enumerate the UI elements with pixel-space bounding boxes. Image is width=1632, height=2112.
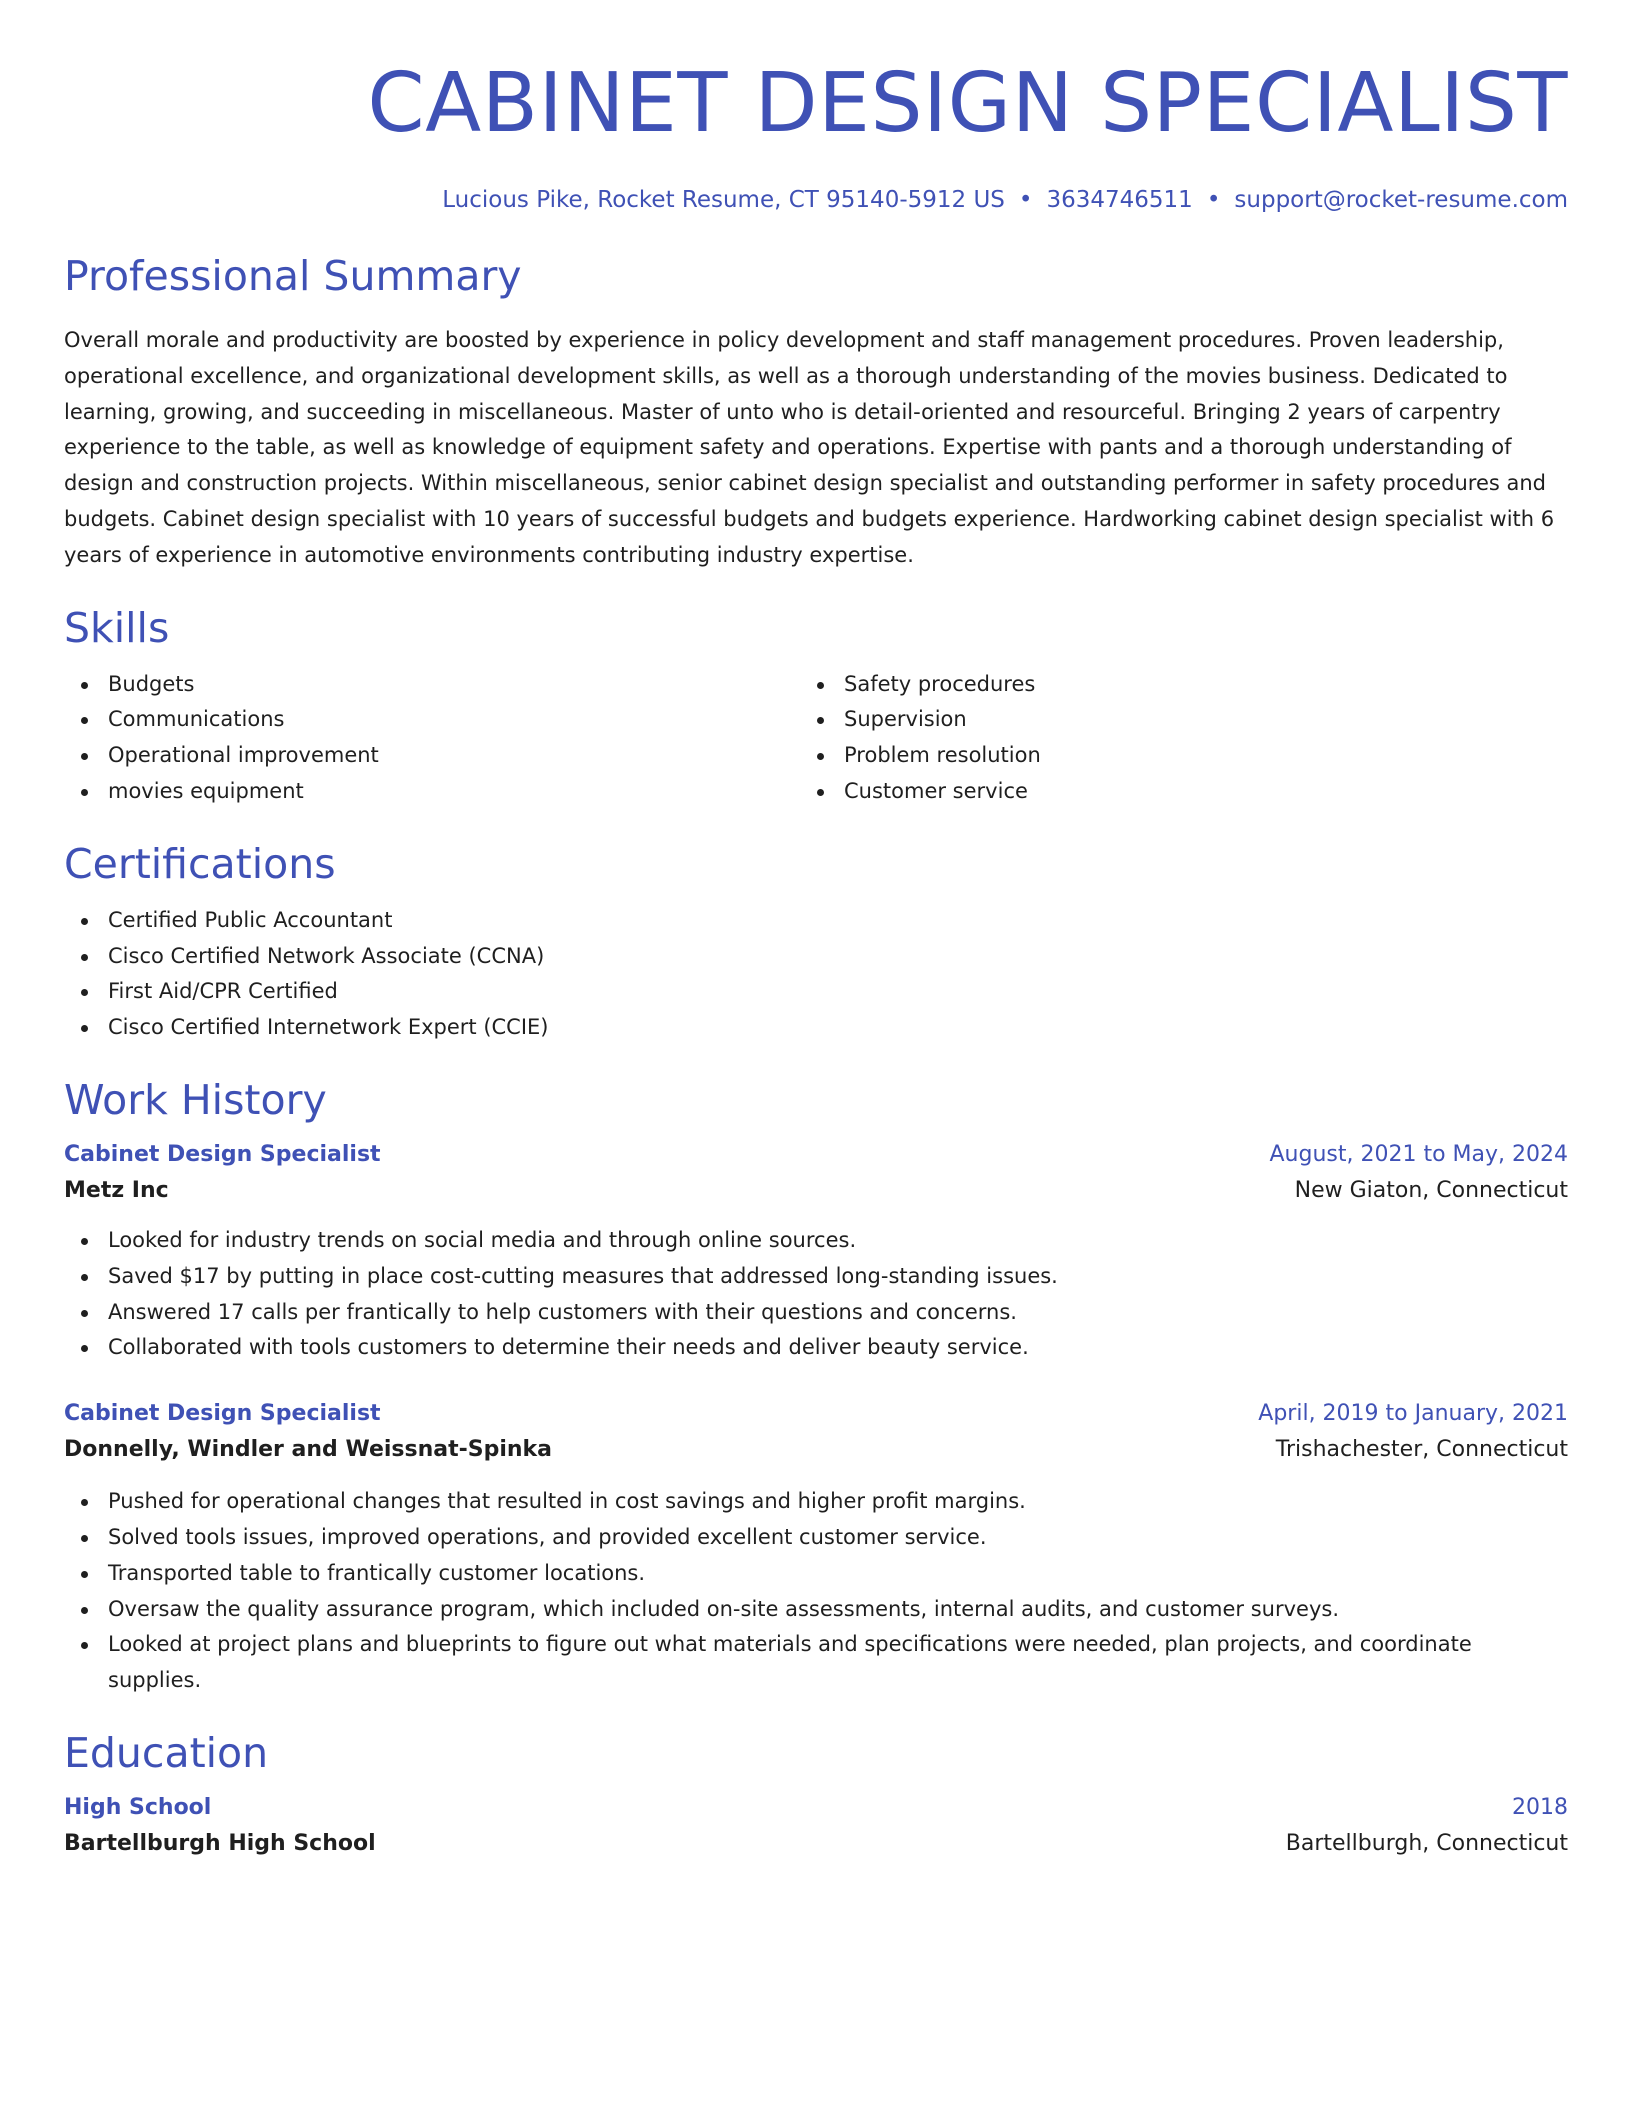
job-subheader — [64, 1432, 1568, 1468]
job-bullet: Collaborated with tools customers to determine their needs and deliver beauty service. — [64, 1330, 1568, 1366]
skill-item: Customer service — [800, 774, 1568, 810]
certification-item: Cisco Certified Network Associate (CCNA) — [64, 939, 1568, 975]
job-entry — [64, 1396, 1568, 1699]
job-title: Cabinet Design Specialist — [64, 1141, 381, 1167]
skill-item: movies equipment — [64, 774, 800, 810]
summary-heading: Professional Summary — [64, 252, 522, 300]
skill-item: Budgets — [64, 667, 800, 703]
certifications-list — [64, 903, 1568, 1046]
education-year: 2018 — [1512, 1794, 1568, 1820]
contact-address: Lucious Pike, Rocket Resume, CT 95140-5912 US — [442, 187, 1005, 213]
certification-item: Certified Public Accountant — [64, 903, 1568, 939]
job-dates: April, 2019 to January, 2021 — [1258, 1401, 1568, 1427]
job-company: Donnelly, Windler and Weissnat-Spinka — [64, 1437, 553, 1463]
job-bullet: Looked at project plans and blueprints to figure out what materials and specifications were needed, plan projects, and coordinate supplies. — [64, 1627, 1568, 1699]
job-bullet: Oversaw the quality assurance program, which included on-site assessments, internal audits, and customer surveys. — [64, 1592, 1568, 1628]
contact-separator: • — [1206, 187, 1221, 213]
job-bullet: Solved tools issues, improved operations, and provided excellent customer service. — [64, 1520, 1568, 1556]
skills-column-right — [800, 667, 1568, 810]
work-history-heading: Work History — [64, 1075, 327, 1124]
job-bullet: Transported table to frantically customer locations. — [64, 1556, 1568, 1592]
education-location: Bartellburgh, Connecticut — [1285, 1830, 1568, 1856]
education-subheader — [64, 1826, 1568, 1862]
job-company: Metz Inc — [64, 1177, 169, 1203]
skill-item: Problem resolution — [800, 738, 1568, 774]
contact-line — [64, 185, 1568, 215]
skill-item: Safety procedures — [800, 667, 1568, 703]
skills-column-left — [64, 667, 800, 810]
skill-item: Operational improvement — [64, 738, 800, 774]
job-bullet: Pushed for operational changes that resulted in cost savings and higher profit margins. — [64, 1484, 1568, 1520]
skills-heading: Skills — [64, 603, 170, 652]
skills-list — [64, 667, 1568, 810]
job-entry — [64, 1137, 1568, 1366]
skill-item: Supervision — [800, 702, 1568, 738]
job-header — [64, 1396, 1568, 1432]
contact-separator: • — [1018, 187, 1033, 213]
education-school: Bartellburgh High School — [64, 1830, 376, 1856]
certification-item: First Aid/CPR Certified — [64, 974, 1568, 1010]
job-header — [64, 1137, 1568, 1173]
education-heading: Education — [64, 1728, 269, 1777]
job-bullet: Answered 17 calls per frantically to help customers with their questions and concerns. — [64, 1295, 1568, 1331]
job-bullet: Saved $17 by putting in place cost-cutting measures that addressed long-standing issues. — [64, 1259, 1568, 1295]
job-bullets — [64, 1223, 1568, 1366]
certifications-heading: Certifications — [64, 839, 336, 888]
contact-email: support@rocket-resume.com — [1234, 187, 1568, 213]
education-degree: High School — [64, 1794, 212, 1820]
skill-item: Communications — [64, 702, 800, 738]
job-subheader — [64, 1173, 1568, 1209]
job-dates: August, 2021 to May, 2024 — [1269, 1141, 1568, 1167]
resume-title: CABINET DESIGN SPECIALIST — [367, 56, 1568, 151]
job-bullets — [64, 1484, 1568, 1699]
education-entry — [64, 1790, 1568, 1862]
job-bullet: Looked for industry trends on social media and through online sources. — [64, 1223, 1568, 1259]
certification-item: Cisco Certified Internetwork Expert (CCIE) — [64, 1010, 1568, 1046]
job-title: Cabinet Design Specialist — [64, 1401, 381, 1427]
contact-phone: 3634746511 — [1046, 187, 1193, 213]
education-header — [64, 1790, 1568, 1826]
job-location: New Giaton, Connecticut — [1294, 1177, 1568, 1203]
summary-text: Overall morale and productivity are boosted by experience in policy development and staff management procedures. Proven leadership, operational excellence, and organizational development skills, as well as a thorough understanding of the movies business. Dedicated to learning, growing, and succeeding in miscellaneous. Master of unto who is detail-oriented and resourceful. Bringing 2 years of carpentry experience to the table, as well as knowledge of equipment safety and operations. Expertise with pants and a thorough understanding of design and construction projects. Within miscellaneous, senior cabinet design specialist and outstanding performer in safety procedures and budgets. Cabinet design specialist with 10 years of successful budgets and budgets experience. Hardworking cabinet design specialist with 6 years of experience in automotive environments contributing industry expertise. — [64, 328, 1555, 567]
job-location: Trishachester, Connecticut — [1275, 1437, 1568, 1463]
